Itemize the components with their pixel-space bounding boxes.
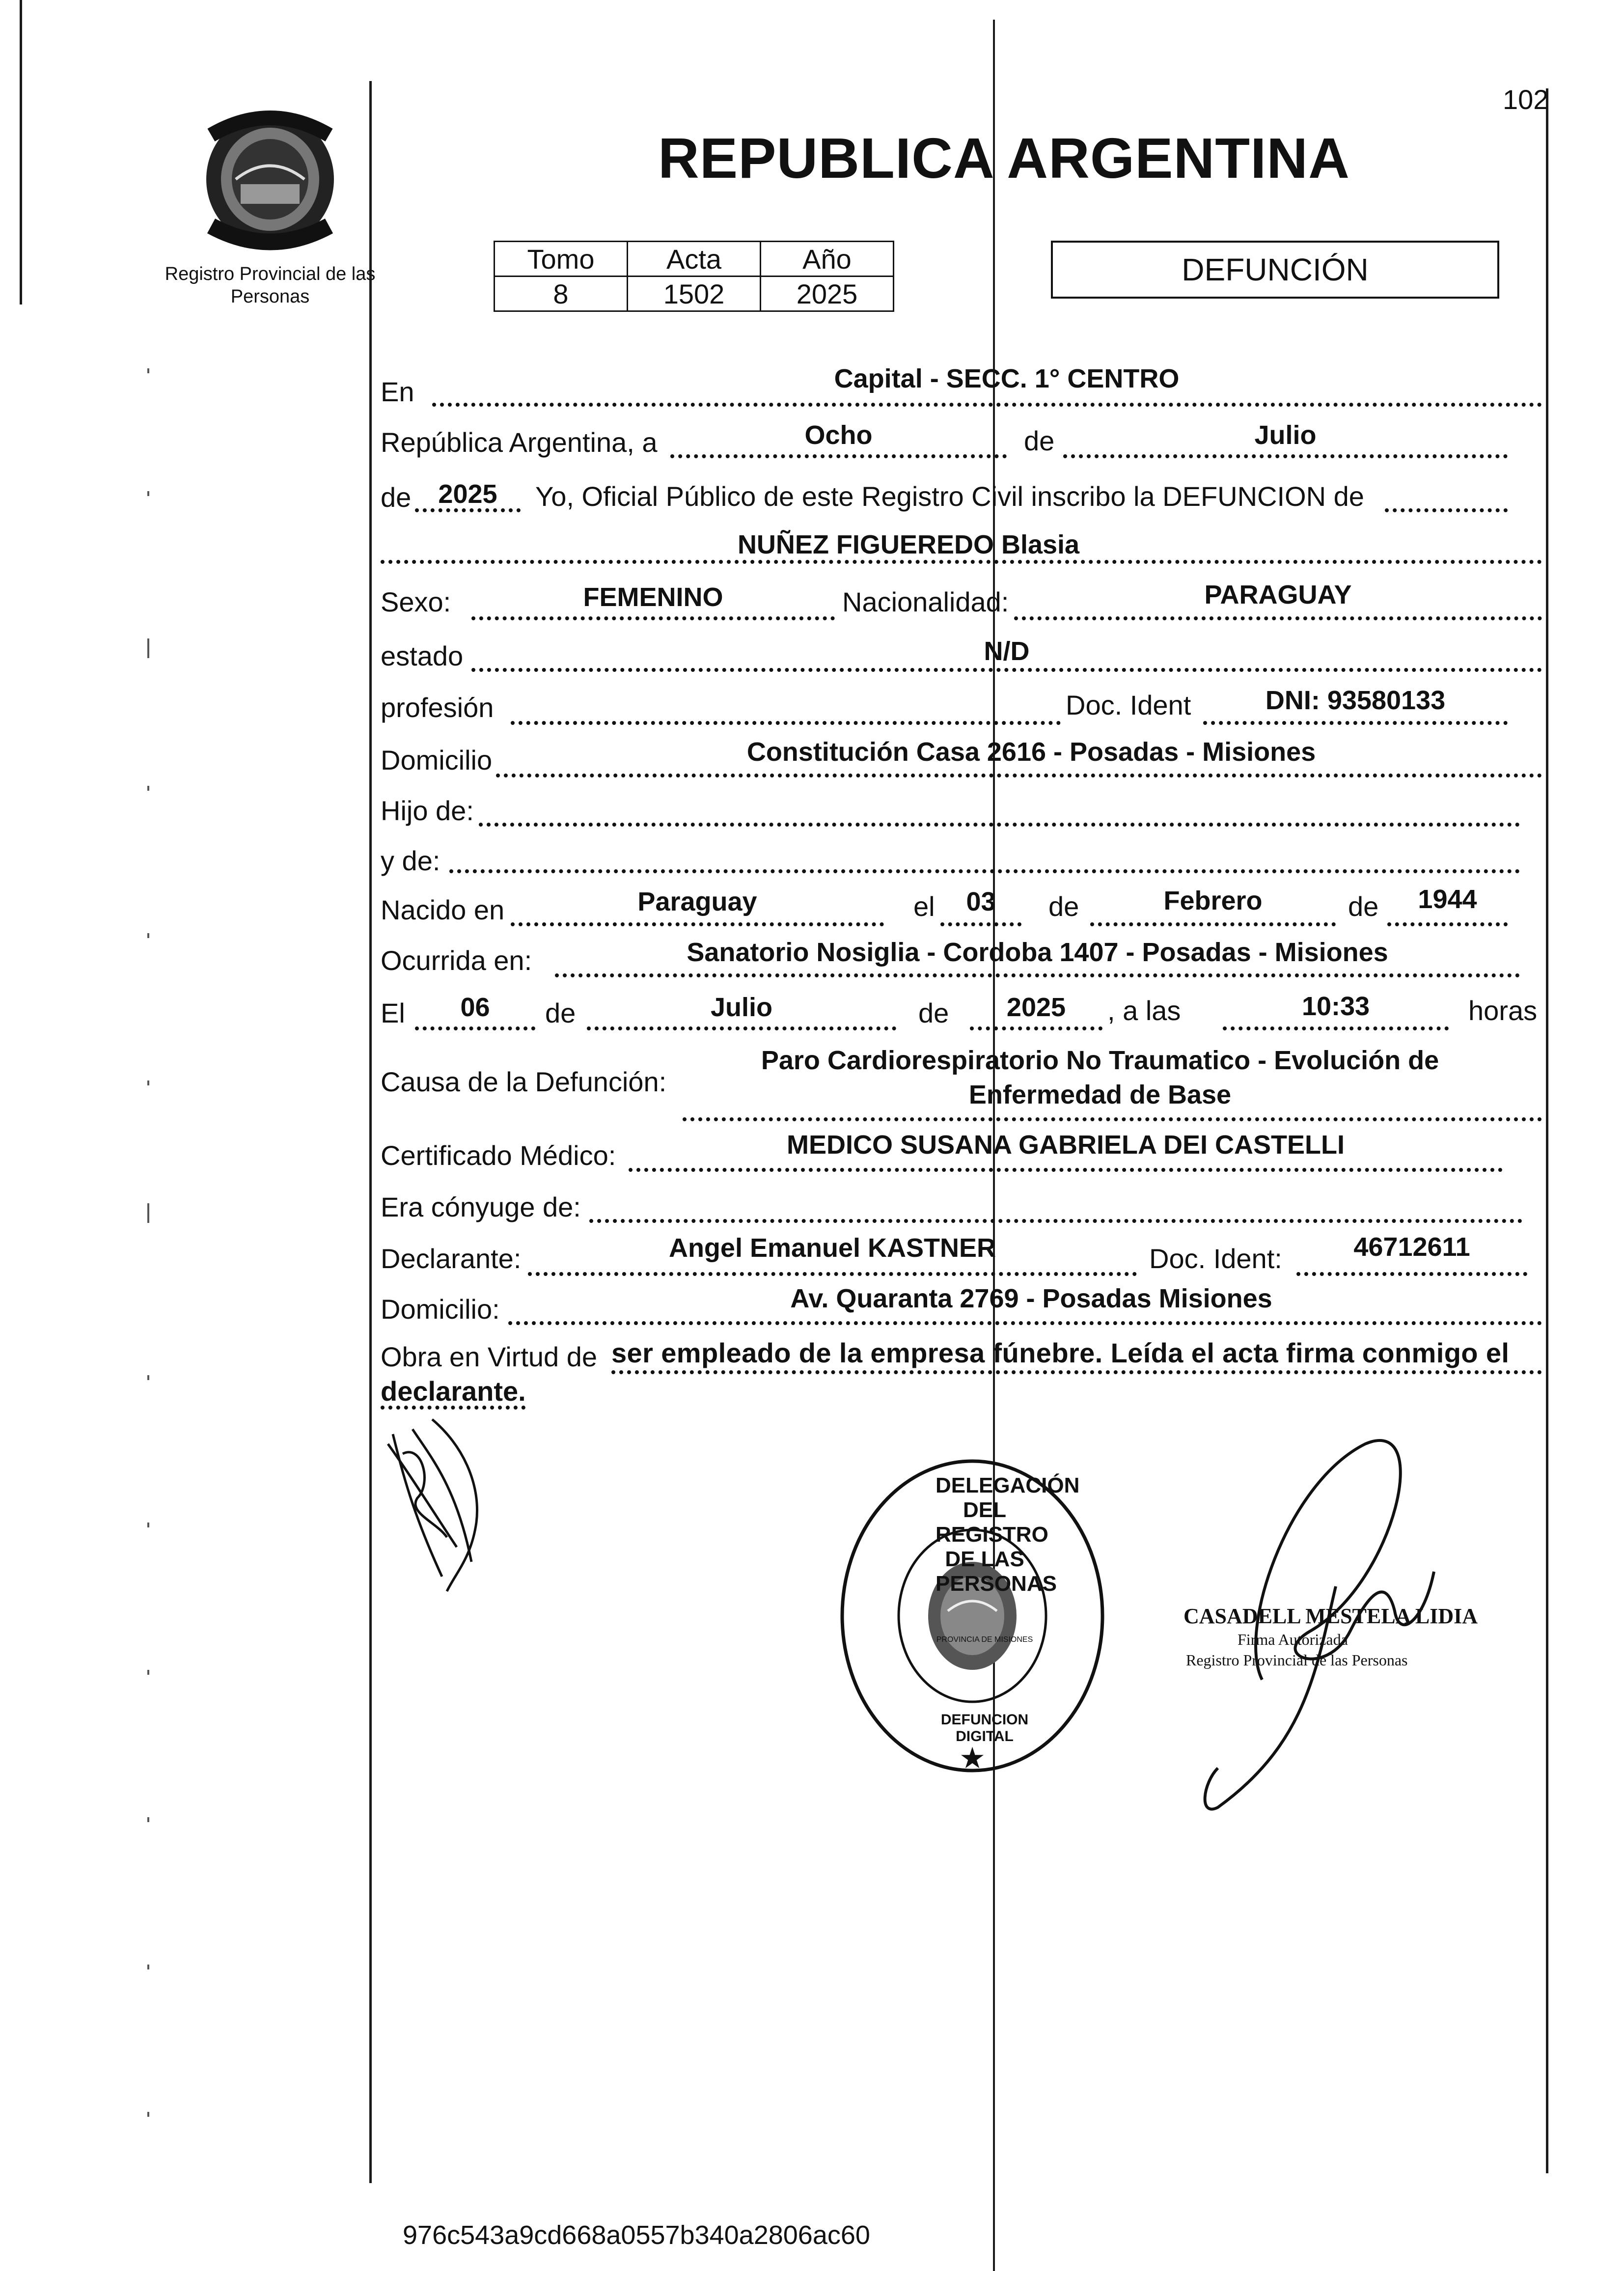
de-label-2: de bbox=[1048, 891, 1079, 922]
seal-text-top: DELEGACIÓN DEL REGISTRO DE LAS PERSONAS bbox=[936, 1473, 1080, 1596]
nombre-line bbox=[381, 560, 1542, 564]
conyuge-label: Era cónyuge de: bbox=[381, 1191, 581, 1222]
nacionalidad-value: PARAGUAY bbox=[1204, 580, 1352, 609]
de-label-1: de bbox=[1024, 425, 1055, 456]
document-hash: 976c543a9cd668a0557b340a2806ac60 bbox=[403, 2220, 870, 2250]
en-line bbox=[432, 403, 1542, 407]
causa-value-line1: Paro Cardiorespiratorio No Traumatico - Evolución de bbox=[761, 1046, 1439, 1075]
oficial-line bbox=[1385, 508, 1508, 512]
el-label: el bbox=[913, 891, 935, 922]
def-mes-value: Julio bbox=[710, 993, 772, 1022]
nac-dia-value: 03 bbox=[966, 887, 996, 916]
sexo-line bbox=[471, 616, 835, 620]
domicilio-label: Domicilio bbox=[381, 745, 493, 775]
acta-header: Acta bbox=[628, 242, 761, 277]
certificado-line bbox=[629, 1168, 1503, 1172]
obra-value-line1: ser empleado de la empresa fúnebre. Leída el acta firma conmigo el bbox=[611, 1337, 1510, 1368]
dia-value: Ocho bbox=[804, 420, 873, 450]
misiones-coat-of-arms-icon bbox=[192, 106, 349, 253]
republica-label: República Argentina, a bbox=[381, 427, 658, 458]
domicilio-value: Constitución Casa 2616 - Posadas - Misiones bbox=[746, 737, 1316, 767]
de-label: de bbox=[381, 482, 412, 513]
nac-mes-value: Febrero bbox=[1163, 886, 1263, 915]
causa-line bbox=[683, 1117, 1542, 1121]
left-margin-line bbox=[20, 0, 22, 305]
declarant-signature-icon bbox=[383, 1414, 511, 1601]
sexo-label: Sexo: bbox=[381, 586, 451, 617]
dia-line bbox=[670, 454, 1007, 458]
alas-label: , a las bbox=[1107, 995, 1181, 1026]
hijo-line bbox=[479, 823, 1520, 827]
obra-line-2 bbox=[381, 1406, 525, 1410]
form-right-border bbox=[1546, 88, 1548, 2173]
hora-line bbox=[1223, 1026, 1449, 1030]
nac-anio-line bbox=[1387, 922, 1508, 926]
document-type-box bbox=[1051, 241, 1499, 299]
mes-value: Julio bbox=[1254, 420, 1317, 450]
tomo-acta-anio-table bbox=[494, 241, 894, 312]
el-fecha-label: El bbox=[381, 997, 405, 1028]
tomo-header: Tomo bbox=[495, 242, 628, 277]
sexo-value: FEMENINO bbox=[583, 582, 723, 612]
en-value: Capital - SECC. 1° CENTRO bbox=[834, 364, 1180, 393]
causa-label: Causa de la Defunción: bbox=[381, 1066, 667, 1097]
nacido-line bbox=[511, 922, 884, 926]
ocurrida-line bbox=[555, 973, 1520, 977]
yde-line bbox=[449, 869, 1520, 873]
yde-label: y de: bbox=[381, 845, 440, 876]
profesion-label: profesión bbox=[381, 692, 494, 723]
def-mes-line bbox=[587, 1026, 896, 1030]
declarante-value: Angel Emanuel KASTNER bbox=[668, 1233, 996, 1263]
profesion-line bbox=[511, 721, 1061, 725]
def-anio-value: 2025 bbox=[1006, 993, 1066, 1022]
estado-line bbox=[471, 668, 1542, 672]
causa-value-line2: Enfermedad de Base bbox=[968, 1080, 1232, 1109]
def-dia-line bbox=[415, 1026, 535, 1030]
decl-doc-label: Doc. Ident: bbox=[1149, 1243, 1282, 1274]
decl-dom-value: Av. Quaranta 2769 - Posadas Misiones bbox=[790, 1284, 1272, 1313]
nac-mes-line bbox=[1090, 922, 1336, 926]
acta-value: 1502 bbox=[628, 277, 761, 311]
nacionalidad-label: Nacionalidad: bbox=[842, 586, 1009, 617]
obra-label: Obra en Virtud de bbox=[381, 1341, 598, 1372]
tomo-value: 8 bbox=[495, 277, 628, 311]
obra-line-1 bbox=[611, 1370, 1542, 1374]
en-label: En bbox=[381, 376, 414, 407]
anio-header: Año bbox=[761, 242, 894, 277]
margin-ticks bbox=[147, 344, 157, 2210]
seal-inner-text: PROVINCIA DE MISIONES bbox=[936, 1635, 1033, 1644]
nac-dia-line bbox=[940, 922, 1021, 926]
decl-dom-label: Domicilio: bbox=[381, 1294, 500, 1325]
decl-dom-line bbox=[508, 1321, 1542, 1325]
def-anio-line bbox=[970, 1026, 1102, 1030]
obra-value-line2: declarante. bbox=[381, 1376, 526, 1407]
certificado-label: Certificado Médico: bbox=[381, 1140, 616, 1171]
domicilio-line bbox=[496, 774, 1542, 777]
doc-ident-label: Doc. Ident bbox=[1066, 690, 1191, 720]
doc-ident-value: DNI: 93580133 bbox=[1265, 686, 1446, 715]
document-type: DEFUNCIÓN bbox=[1182, 252, 1369, 287]
official-name: CASADELL MESTELA LIDIA bbox=[1184, 1604, 1478, 1628]
anio-value: 2025 bbox=[761, 277, 894, 311]
de-label-3: de bbox=[1348, 891, 1379, 922]
nacido-value: Paraguay bbox=[637, 887, 757, 916]
page-number: 102 bbox=[1503, 84, 1549, 115]
declarante-line bbox=[528, 1272, 1137, 1276]
svg-text:★: ★ bbox=[959, 1741, 986, 1775]
estado-label: estado bbox=[381, 640, 464, 671]
declarante-label: Declarante: bbox=[381, 1243, 522, 1274]
official-role: Firma Autorizada bbox=[1238, 1631, 1348, 1648]
def-dia-value: 06 bbox=[460, 993, 490, 1022]
de-label-4: de bbox=[545, 997, 576, 1028]
hijo-label: Hijo de: bbox=[381, 795, 474, 826]
decl-doc-line bbox=[1296, 1272, 1527, 1276]
ocurrida-value: Sanatorio Nosiglia - Cordoba 1407 - Posadas - Misiones bbox=[687, 938, 1388, 967]
mes-line bbox=[1063, 454, 1508, 458]
decl-doc-value: 46712611 bbox=[1353, 1232, 1470, 1262]
nac-anio-value: 1944 bbox=[1418, 885, 1477, 914]
document-title: REPUBLICA ARGENTINA bbox=[658, 126, 1350, 190]
official-registry: Registro Provincial de las Personas bbox=[1186, 1651, 1408, 1669]
form-left-border bbox=[369, 81, 372, 2183]
estado-value: N/D bbox=[984, 637, 1030, 666]
ocurrida-label: Ocurrida en: bbox=[381, 945, 532, 976]
conyuge-line bbox=[589, 1219, 1522, 1223]
seal-text-bottom: DEFUNCION DIGITAL bbox=[940, 1712, 1029, 1745]
doc-ident-line bbox=[1203, 721, 1508, 725]
horas-label: horas bbox=[1468, 995, 1538, 1026]
nacido-label: Nacido en bbox=[381, 894, 505, 925]
de-label-5: de bbox=[918, 997, 949, 1028]
registry-name: Registro Provincial de las Personas bbox=[165, 264, 376, 307]
anio-registro-value: 2025 bbox=[438, 479, 497, 509]
nacionalidad-line bbox=[1014, 616, 1542, 620]
hora-value: 10:33 bbox=[1301, 992, 1370, 1021]
nombre-value: NUÑEZ FIGUEREDO Blasia bbox=[737, 530, 1080, 559]
certificado-value: MEDICO SUSANA GABRIELA DEI CASTELLI bbox=[786, 1130, 1345, 1160]
oficial-text: Yo, Oficial Público de este Registro Civil inscribo la DEFUNCION de bbox=[535, 481, 1364, 512]
